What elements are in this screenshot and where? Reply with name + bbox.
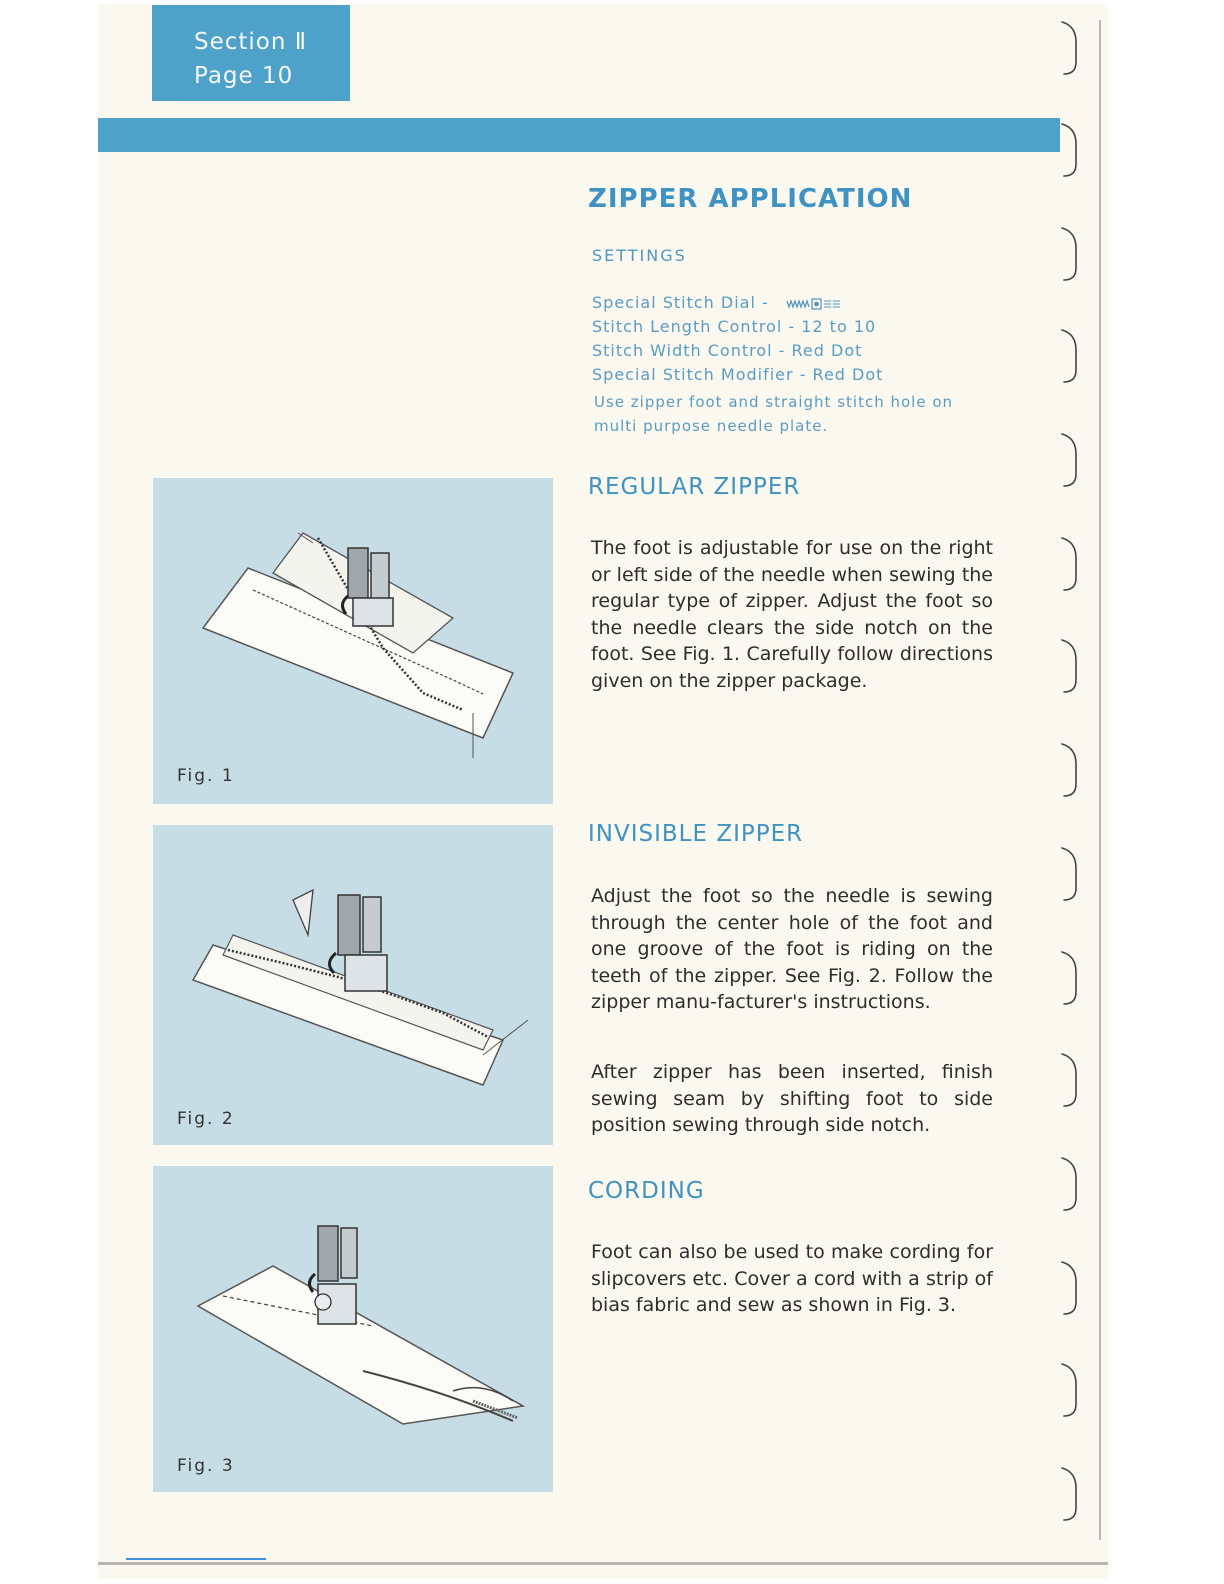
- binder-rings: [1040, 0, 1120, 1584]
- figure-3-illustration: [153, 1166, 553, 1492]
- setting-row-stitch-dial: [592, 291, 883, 315]
- setting-stitch-modifier: Special Stitch Modifier - Red Dot: [592, 365, 884, 384]
- page-bottom-edge: [98, 1562, 1108, 1565]
- figure-2-illustration: [153, 825, 553, 1145]
- section-label: Section Ⅱ: [194, 29, 308, 55]
- regular-zipper-text: The foot is adjustable for use on the right or left side of the needle when sewing the regular type of zipper. Adjust the foot so the needle clears the side notch on the foot. See Fig. 1. Carefully follow directions given on the zipper package.: [591, 537, 993, 692]
- section-tab: [152, 5, 350, 101]
- setting-stitch-length: Stitch Length Control - 12 to 10: [592, 317, 877, 336]
- regular-zipper-heading: REGULAR ZIPPER: [588, 474, 801, 500]
- bottom-rule: [126, 1558, 266, 1560]
- page-title: ZIPPER APPLICATION: [588, 184, 913, 214]
- figure-1-illustration: [153, 478, 553, 804]
- setting-stitch-dial: Special Stitch Dial -: [592, 293, 769, 312]
- invisible-zipper-text-2: After zipper has been inserted, finish sewing seam by shifting foot to side position sewing through side notch.: [591, 1061, 993, 1136]
- settings-list: [592, 291, 883, 387]
- header-band: [98, 118, 1060, 152]
- page-number: Page 10: [194, 63, 294, 89]
- figure-3: [153, 1166, 553, 1492]
- invisible-zipper-text: Adjust the foot so the needle is sewing through the center hole of the foot and one groove of the foot is riding on the teeth of the zipper. See Fig. 2. Follow the zipper manu-facturer's instructions.: [591, 885, 993, 1013]
- invisible-zipper-heading: INVISIBLE ZIPPER: [588, 821, 804, 847]
- cording-heading: CORDING: [588, 1178, 705, 1204]
- figure-1: [153, 478, 553, 804]
- settings-note: Use zipper foot and straight stitch hole on multi purpose needle plate.: [594, 393, 954, 435]
- figure-2: [153, 825, 553, 1145]
- setting-stitch-width: Stitch Width Control - Red Dot: [592, 341, 863, 360]
- figure-3-caption: Fig. 3: [177, 1456, 235, 1476]
- figure-1-caption: Fig. 1: [177, 766, 235, 786]
- figure-2-caption: Fig. 2: [177, 1109, 235, 1129]
- cording-text: Foot can also be used to make cording for slipcovers etc. Cover a cord with a strip of bias fabric and sew as shown in Fig. 3.: [591, 1241, 993, 1316]
- settings-label: SETTINGS: [592, 246, 687, 265]
- stitch-pattern-icon: [775, 298, 849, 310]
